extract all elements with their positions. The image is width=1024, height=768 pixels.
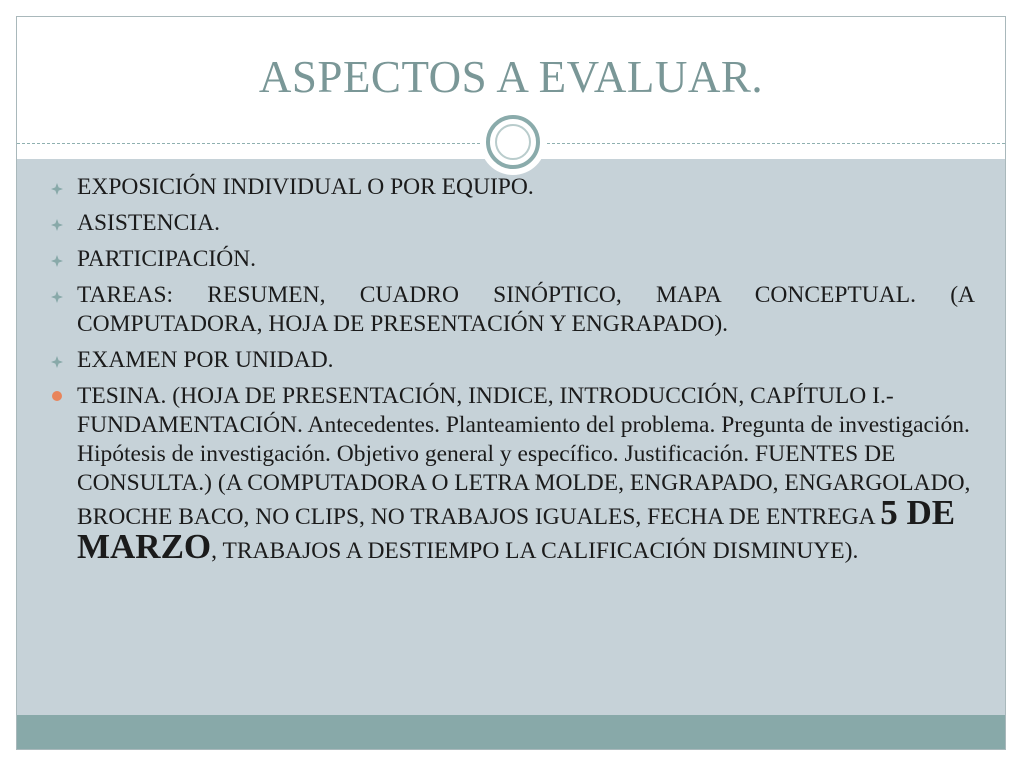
bullet-text: EXAMEN POR UNIDAD. <box>77 347 334 373</box>
slide <box>16 16 1006 750</box>
list-item <box>45 209 975 238</box>
bullet-text: TAREAS: RESUMEN, CUADRO SINÓPTICO, MAPA CONCEPTUAL. (A COMPUTADORA, HOJA DE PRESENTACIÓN Y ENGRAPADO). <box>77 282 975 337</box>
list-item <box>45 245 975 274</box>
diamond-bullet-icon <box>51 356 63 368</box>
diamond-bullet-icon <box>51 255 63 267</box>
circle-ornament-icon <box>480 109 546 175</box>
bullet-list <box>45 173 975 573</box>
diamond-bullet-icon <box>51 183 63 195</box>
bullet-text: PARTICIPACIÓN. <box>77 246 257 272</box>
bullet-text: ASISTENCIA. <box>77 210 220 236</box>
slide-title: ASPECTOS A EVALUAR. <box>258 52 764 102</box>
bullet-text: EXPOSICIÓN INDIVIDUAL O POR EQUIPO. <box>77 174 534 200</box>
list-item <box>45 173 975 202</box>
footer-bar <box>17 715 1005 750</box>
list-item <box>45 281 975 339</box>
list-item <box>45 382 975 566</box>
bullet-text: TESINA. (HOJA DE PRESENTACIÓN, INDICE, INTRODUCCIÓN, CAPÍTULO I.- FUNDAMENTACIÓN. Antecedentes. Planteamiento del problema. Pregunta de investigación. Hipótesis de investigación. Objetivo general y específico. Justificación. FUENTES DE CONSULTA.) (A COMPUTADORA O LETRA MOLDE, ENGRAPADO, ENGARGOLADO, BROCHE BACO, NO CLIPS, NO TRABAJOS IGUALES, FECHA DE ENTREGA <box>77 383 971 530</box>
diamond-bullet-icon <box>51 291 63 303</box>
list-item <box>45 346 975 375</box>
bullet-text-end: , TRABAJOS A DESTIEMPO LA CALIFICACIÓN DISMINUYE). <box>211 538 859 564</box>
due-date: 5 DE MARZO <box>77 493 956 566</box>
dot-bullet-icon <box>52 391 62 401</box>
diamond-bullet-icon <box>51 219 63 231</box>
